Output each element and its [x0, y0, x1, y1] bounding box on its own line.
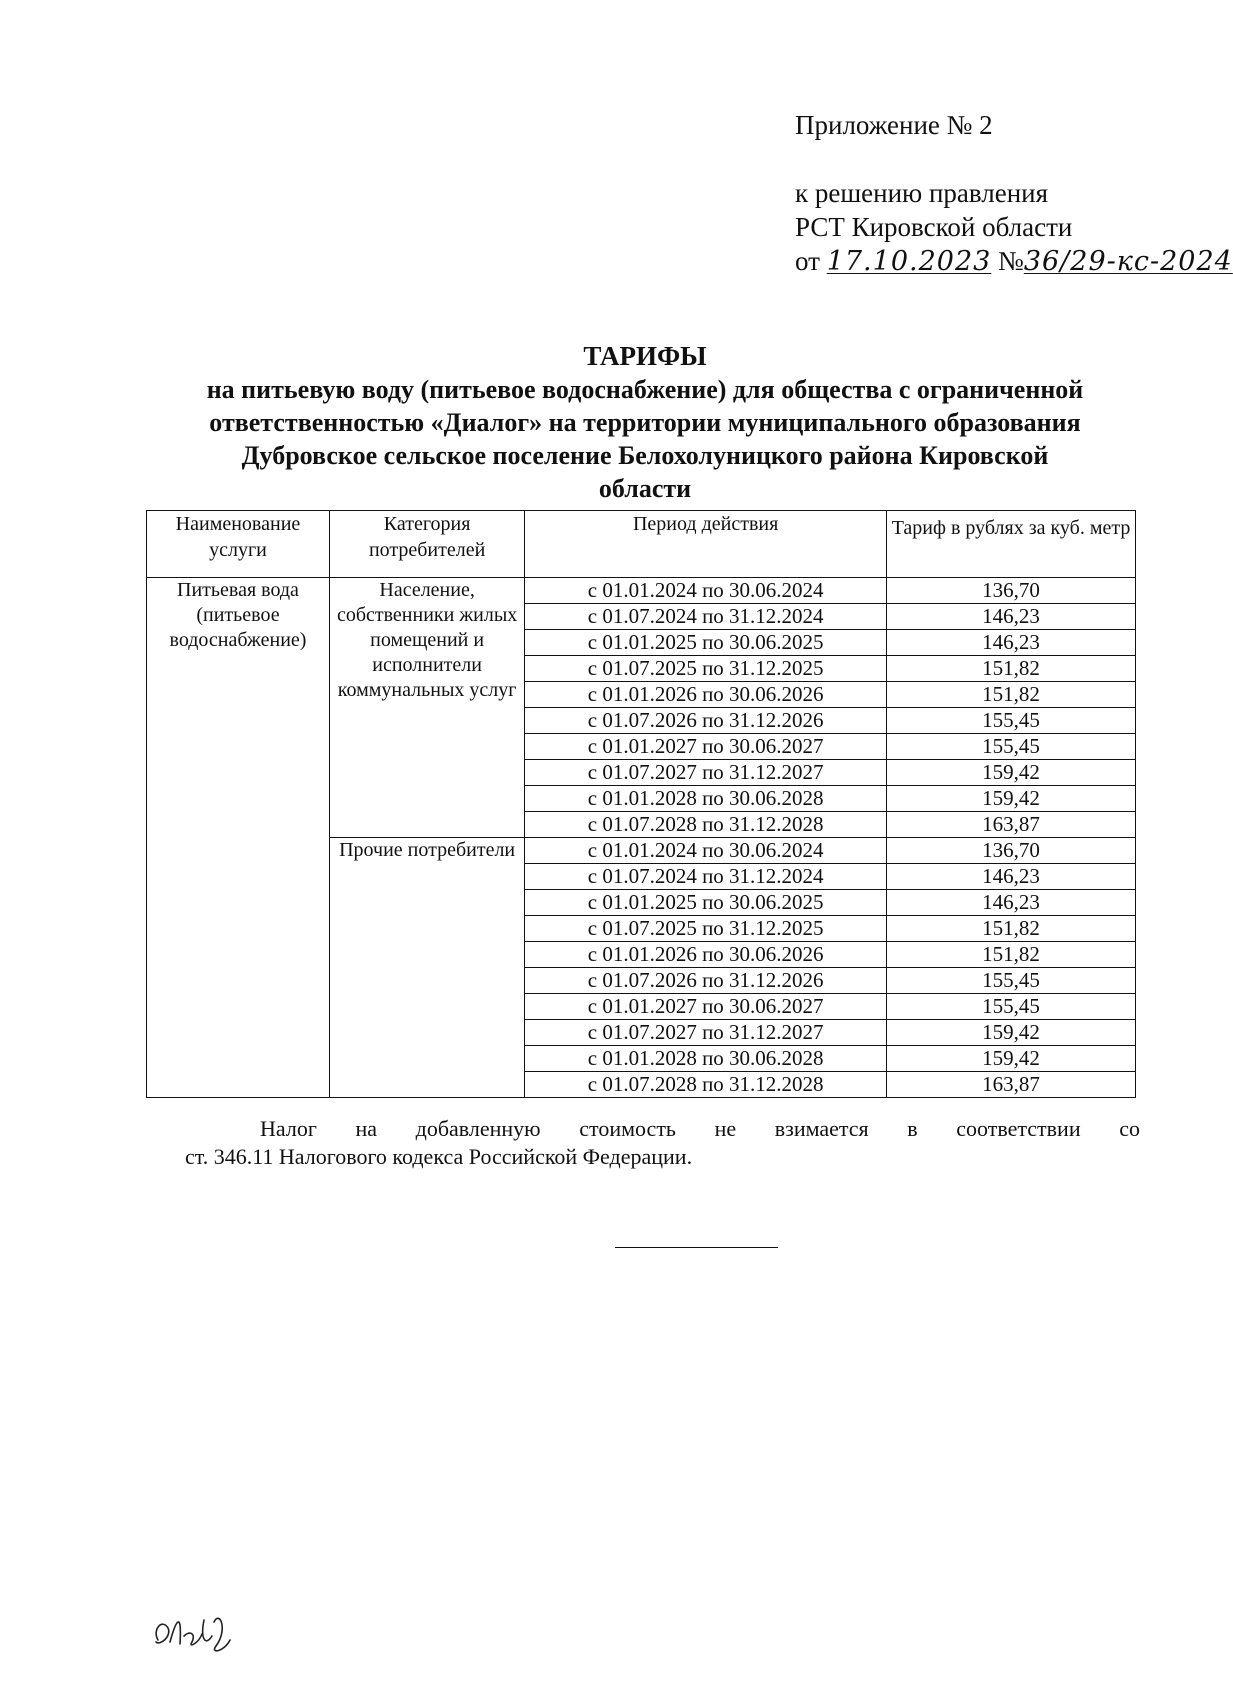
period-cell: с 01.01.2025 по 30.06.2025: [525, 890, 887, 916]
appendix-number: Приложение № 2: [795, 110, 993, 140]
price-cell: 136,70: [887, 838, 1136, 864]
period-cell: с 01.07.2026 по 31.12.2026: [525, 968, 887, 994]
handwritten-number: 36/29-кс-2024: [1023, 246, 1233, 277]
price-cell: 159,42: [887, 1046, 1136, 1072]
period-cell: с 01.01.2026 по 30.06.2026: [525, 682, 887, 708]
price-cell: 146,23: [887, 864, 1136, 890]
price-cell: 146,23: [887, 890, 1136, 916]
period-cell: с 01.07.2028 по 31.12.2028: [525, 1072, 887, 1098]
period-cell: с 01.07.2025 по 31.12.2025: [525, 656, 887, 682]
tax-note-line-1: Налог на добавленную стоимость не взимается в соответствии со: [260, 1116, 1140, 1141]
header-tariff: Тариф в рублях за куб. метр: [887, 511, 1136, 578]
price-cell: 159,42: [887, 760, 1136, 786]
tariff-table: [146, 510, 1136, 1098]
closing-rule: [615, 1247, 778, 1248]
price-cell: 151,82: [887, 656, 1136, 682]
period-cell: с 01.07.2027 по 31.12.2027: [525, 760, 887, 786]
period-cell: с 01.07.2024 по 31.12.2024: [525, 864, 887, 890]
service-name-cell: Питьевая вода (питьевое водоснабжение): [147, 578, 330, 1098]
signature-mark: [150, 1600, 260, 1660]
title-line-3: Дубровское сельское поселение Белохолуницкого района Кировской: [241, 441, 1049, 470]
period-cell: с 01.07.2024 по 31.12.2024: [525, 604, 887, 630]
price-cell: 155,45: [887, 994, 1136, 1020]
title-line-2: ответственностью «Диалог» на территории муниципального образования: [209, 408, 1081, 437]
period-cell: с 01.01.2028 по 30.06.2028: [525, 1046, 887, 1072]
period-cell: с 01.07.2027 по 31.12.2027: [525, 1020, 887, 1046]
tax-note-line-2: ст. 346.11 Налогового кодекса Российской Федерации.: [185, 1144, 693, 1169]
price-cell: 163,87: [887, 812, 1136, 838]
title-heading: ТАРИФЫ: [583, 341, 707, 371]
period-cell: с 01.07.2025 по 31.12.2025: [525, 916, 887, 942]
price-cell: 155,45: [887, 734, 1136, 760]
period-cell: с 01.07.2026 по 31.12.2026: [525, 708, 887, 734]
period-cell: с 01.07.2028 по 31.12.2028: [525, 812, 887, 838]
period-cell: с 01.01.2025 по 30.06.2025: [525, 630, 887, 656]
header-period: Период действия: [525, 511, 887, 578]
title-line-4: области: [598, 474, 692, 503]
from-label: от: [795, 246, 820, 276]
price-cell: 151,82: [887, 682, 1136, 708]
document-title: [140, 340, 1150, 505]
price-cell: 151,82: [887, 916, 1136, 942]
period-cell: с 01.01.2028 по 30.06.2028: [525, 786, 887, 812]
handwritten-date: 17.10.2023: [826, 246, 992, 277]
category-cell: Население, собственники жилых помещений и исполнители коммунальных услуг: [329, 578, 524, 838]
table-body: [147, 578, 1136, 1098]
header-service: Наименование услуги: [147, 511, 330, 578]
period-cell: с 01.01.2026 по 30.06.2026: [525, 942, 887, 968]
appendix-block: [795, 108, 1233, 279]
period-cell: с 01.01.2024 по 30.06.2024: [525, 838, 887, 864]
title-line-1: на питьевую воду (питьевое водоснабжение) для общества с ограниченной: [206, 375, 1084, 404]
table-header-row: [147, 511, 1136, 578]
tax-note: [185, 1115, 1140, 1171]
price-cell: 159,42: [887, 1020, 1136, 1046]
price-cell: 146,23: [887, 630, 1136, 656]
price-cell: 163,87: [887, 1072, 1136, 1098]
price-cell: 155,45: [887, 708, 1136, 734]
price-cell: 151,82: [887, 942, 1136, 968]
price-cell: 155,45: [887, 968, 1136, 994]
appendix-authority: РСТ Кировской области: [795, 212, 1073, 242]
number-label: №: [998, 246, 1024, 276]
period-cell: с 01.01.2027 по 30.06.2027: [525, 734, 887, 760]
price-cell: 159,42: [887, 786, 1136, 812]
appendix-date-number: [795, 244, 1233, 279]
category-cell: Прочие потребители: [329, 838, 524, 1098]
period-cell: с 01.01.2027 по 30.06.2027: [525, 994, 887, 1020]
price-cell: 146,23: [887, 604, 1136, 630]
header-category: Категория потребителей: [329, 511, 524, 578]
period-cell: с 01.01.2024 по 30.06.2024: [525, 578, 887, 604]
appendix-decision: к решению правления: [795, 178, 1049, 208]
table-row: [147, 578, 1136, 604]
price-cell: 136,70: [887, 578, 1136, 604]
